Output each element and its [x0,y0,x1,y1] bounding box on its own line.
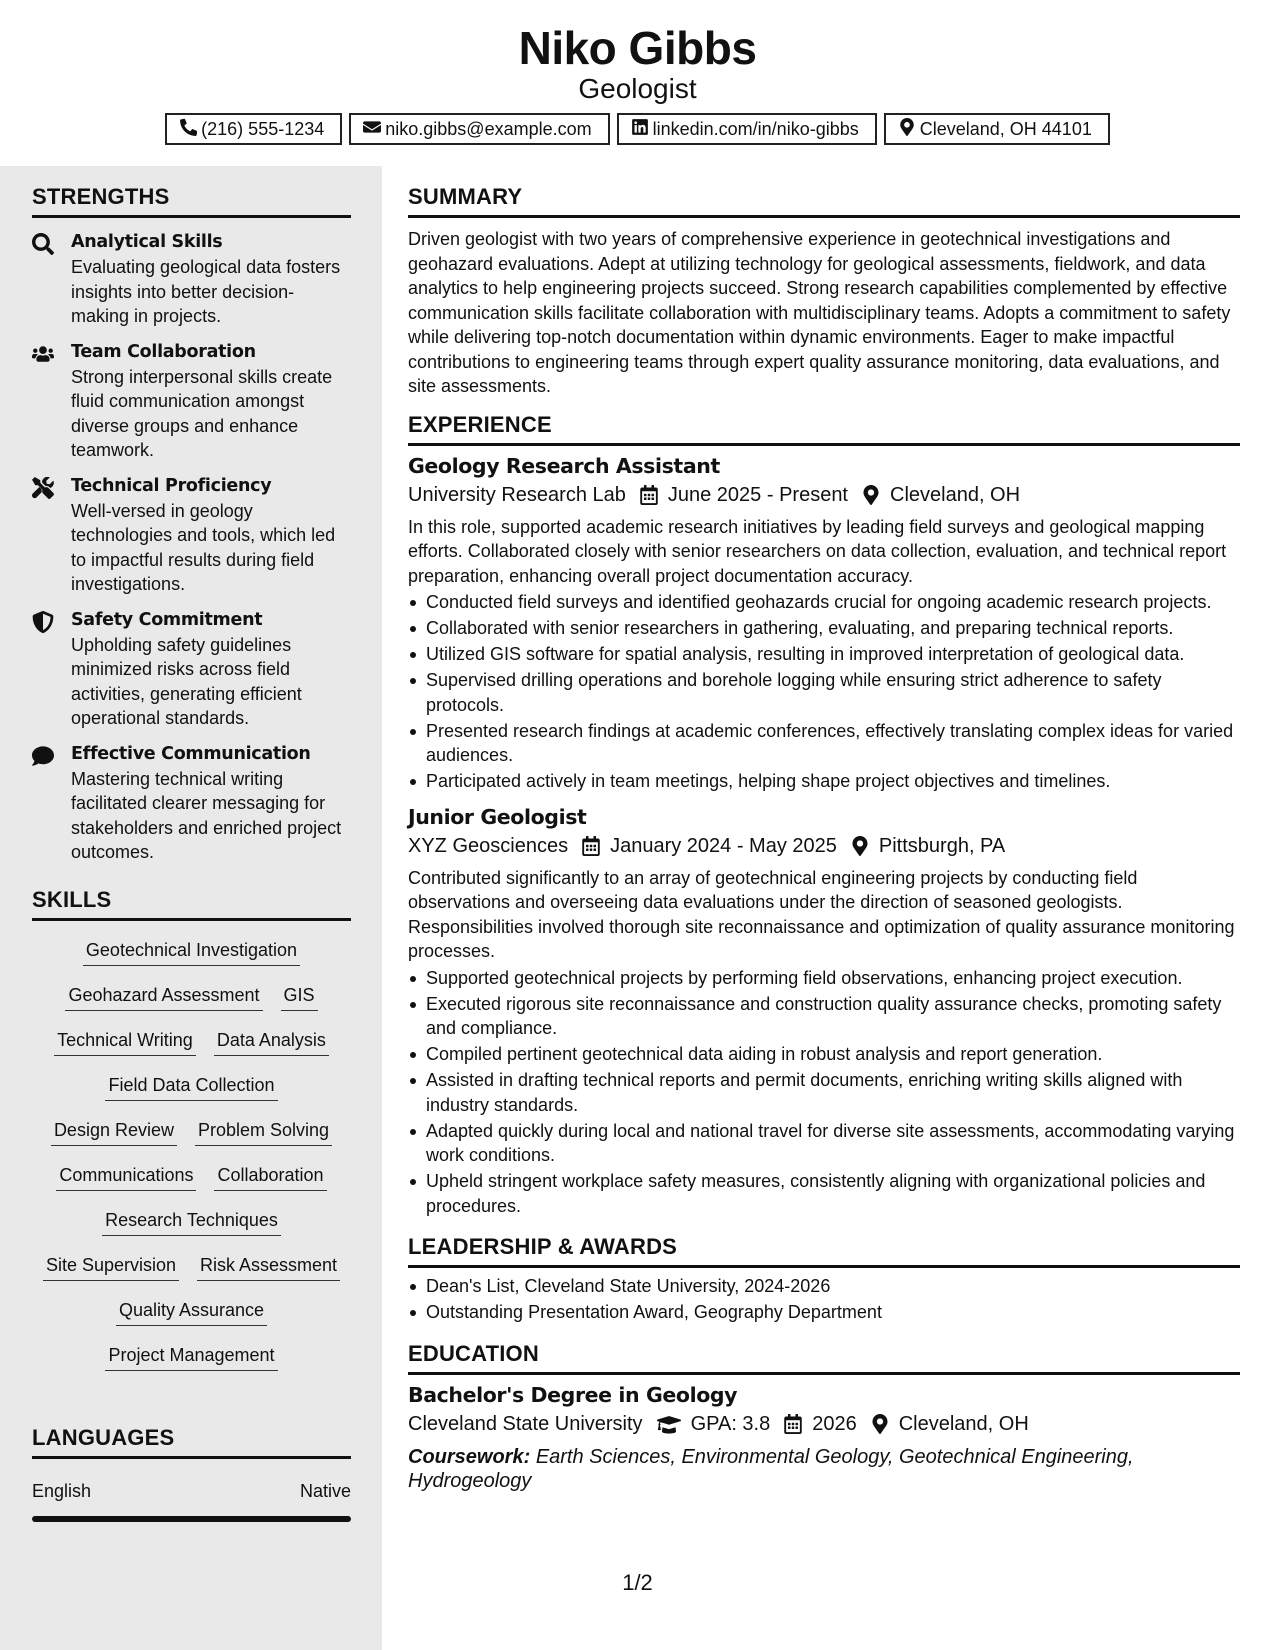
skills-heading: SKILLS [32,886,112,912]
strengths-section [32,166,351,1522]
contact-phone[interactable] [165,113,342,145]
strength-title: Technical Proficiency [71,475,272,496]
strength-item [32,230,351,329]
location-text: Cleveland, OH 44101 [919,118,1092,139]
sidebar [0,166,382,1650]
phone-icon [179,118,197,141]
skill-row [32,1291,351,1336]
phone-text: (216) 555-1234 [201,118,325,139]
calendar-icon [784,1414,802,1434]
strength-item [32,742,351,865]
skill-row [32,1156,351,1201]
candidate-title: Geologist [578,73,697,104]
map-marker-icon [862,485,880,505]
job-dates: January 2024 - May 2025 [610,834,837,857]
page-number: 1/2 [622,1570,653,1595]
bullet-item: Collaborated with senior researchers in gathering, evaluating, and preparing technical reports. [408,616,1240,641]
job-title: Junior Geologist [408,804,587,829]
school-location: Cleveland, OH [898,1412,1029,1435]
language-proficiency-bar [32,1516,351,1522]
languages-heading: LANGUAGES [32,1424,175,1450]
skill-tag: Quality Assurance [116,1299,267,1326]
skill-tag: Geohazard Assessment [65,984,262,1011]
comment-icon [32,745,54,767]
skill-tag: Field Data Collection [105,1074,277,1101]
school-name: Cleveland State University [408,1412,643,1435]
skill-row [32,976,351,1021]
education-heading: EDUCATION [408,1340,539,1366]
skill-tag: Problem Solving [195,1119,332,1146]
search-icon [32,233,54,255]
awards-heading: LEADERSHIP & AWARDS [408,1234,678,1259]
degree-title: Bachelor's Degree in Geology [408,1382,738,1407]
bullet-item: Assisted in drafting technical reports and permit documents, enriching writing skills aligned with industry standards. [408,1068,1240,1117]
language-level: Native [299,1480,351,1501]
skill-row [32,1021,351,1066]
bullet-item: Supported geotechnical projects by performing field observations, enhancing project execution. [408,966,1240,991]
map-marker-icon [851,836,869,856]
job-entry [408,452,1240,794]
job-entry [408,803,1240,1219]
strength-title: Analytical Skills [71,232,223,252]
section-divider [408,443,1240,446]
language-item [32,1480,351,1502]
bullet-item: Presented research findings at academic conferences, effectively translating complex ideas for varied audiences. [408,719,1240,768]
awards-list [408,1274,1240,1325]
bullet-item: Executed rigorous site reconnaissance and construction quality assurance checks, promoting safety and compliance. [408,992,1240,1041]
linkedin-icon [631,118,649,141]
job-bullets [408,590,1240,794]
calendar-icon [582,836,600,856]
strength-desc: Evaluating geological data fosters insights into better decision-making in projects. [71,257,341,326]
job-meta [408,831,1240,861]
skill-tag: Geotechnical Investigation [83,939,300,966]
skill-tag: Collaboration [214,1164,326,1191]
contact-email[interactable] [349,113,609,145]
job-meta [408,480,1240,510]
strength-desc: Mastering technical writing facilitated clearer messaging for stakeholders and enriched project outcomes. [71,768,342,862]
strength-title: Effective Communication [71,743,311,764]
skill-tag: Technical Writing [54,1029,196,1056]
bullet-item: Utilized GIS software for spatial analysis, resulting in improved interpretation of geological data. [408,642,1240,667]
section-divider [32,1456,351,1459]
skill-tag: Risk Assessment [197,1254,340,1281]
contact-location[interactable] [884,113,1110,145]
email-text: niko.gibbs@example.com [385,118,592,139]
job-title: Geology Research Assistant [408,453,720,478]
map-marker-icon [898,118,916,141]
summary-heading: SUMMARY [408,184,523,209]
coursework-label: Coursework: [408,1445,531,1468]
skill-tag: GIS [281,984,318,1011]
map-marker-icon [871,1414,889,1434]
skill-row [32,1201,351,1246]
job-dates: June 2025 - Present [667,483,848,506]
bullet-item: Compiled pertinent geotechnical data aiding in robust analysis and report generation. [408,1042,1240,1067]
job-location: Pittsburgh, PA [878,834,1006,857]
language-name: English [32,1480,92,1501]
award-item: Outstanding Presentation Award, Geography Department [408,1300,1240,1325]
strength-desc: Strong interpersonal skills create fluid communication amongst diverse groups and enhance teamwork. [71,366,333,460]
candidate-name: Niko Gibbs [518,22,757,74]
gpa: GPA: 3.8 [690,1412,771,1435]
skill-tag: Project Management [105,1344,277,1371]
calendar-icon [640,485,658,505]
award-item: Dean's List, Cleveland State University, 2024-2026 [408,1274,1240,1299]
skill-row [32,1336,351,1381]
strength-title: Team Collaboration [71,341,256,362]
bullet-item: Conducted field surveys and identified geohazards crucial for ongoing academic research projects. [408,590,1240,615]
strengths-heading: STRENGTHS [32,184,170,209]
section-divider [408,1372,1240,1375]
strength-item [32,340,351,463]
job-description: In this role, supported academic research initiatives by leading field surveys and geological mapping efforts. Collaborated closely with senior researchers on data collection, evaluation, and technical report preparation, enhancing overall project documentation accuracy. [408,516,1227,586]
skill-tag: Design Review [51,1119,177,1146]
contact-bar [0,113,1275,145]
job-description: Contributed significantly to an array of geotechnical engineering projects by conducting field observations and overseeing data evaluations under the direction of seasoned geologists. Responsibilities involved thorough site reconnaissance and optimization of quality assurance monitoring processes. [408,867,1235,961]
strength-item [32,474,351,597]
section-divider [32,918,351,921]
skills-list [32,931,351,1381]
experience-heading: EXPERIENCE [408,411,552,437]
bullet-item: Upheld stringent workplace safety measures, consistently aligning with organizational policies and procedures. [408,1169,1240,1218]
summary-text: Driven geologist with two years of comprehensive experience in geotechnical investigations and geohazard evaluations. Adept at utilizing technology for geological assessments, fieldwork, and data analytics to help engineering projects succeed. Strong research capabilities complemented by effective communication skills facilitate collaboration with multidisciplinary teams. Adopts a commitment to safety while delivering top-notch documentation within dynamic environments. Eager to make impactful contributions to engineering teams through expert quality assurance monitoring, data evaluations, and site assessments. [408,229,1231,396]
linkedin-text: linkedin.com/in/niko-gibbs [652,118,859,139]
section-divider [408,1265,1240,1268]
contact-linkedin[interactable] [617,113,877,145]
strength-title: Safety Commitment [71,609,263,630]
skill-tag: Data Analysis [214,1029,329,1056]
skill-row [32,1066,351,1111]
strength-desc: Upholding safety guidelines minimized risks across field activities, generating efficient operational standards. [71,634,302,728]
bullet-item: Supervised drilling operations and borehole logging while ensuring strict adherence to safety protocols. [408,668,1240,717]
skill-row [32,1246,351,1291]
skill-tag: Communications [56,1164,196,1191]
skill-tag: Research Techniques [102,1209,281,1236]
strength-desc: Well-versed in geology technologies and tools, which led to impactful results during field investigations. [71,500,336,594]
job-company: XYZ Geosciences [408,834,569,857]
section-divider [32,215,351,218]
email-icon [363,118,381,141]
skill-tag: Site Supervision [43,1254,179,1281]
skill-row [32,931,351,976]
bullet-item: Adapted quickly during local and national travel for diverse site assessments, accommodating varying work conditions. [408,1119,1240,1168]
tools-icon [32,477,54,499]
coursework-list: Earth Sciences, Environmental Geology, Geotechnical Engineering, Hydrogeology [408,1445,1134,1492]
skill-row [32,1111,351,1156]
section-divider [408,215,1240,218]
graduation-year: 2026 [812,1412,857,1435]
graduation-cap-icon [657,1414,681,1434]
job-company: University Research Lab [408,483,626,506]
strength-item [32,608,351,731]
shield-icon [32,611,54,633]
coursework [408,1445,1240,1494]
main-column [408,166,1240,1494]
job-bullets [408,966,1240,1219]
bullet-item: Participated actively in team meetings, helping shape project objectives and timelines. [408,769,1240,794]
users-icon [32,343,54,365]
education-meta [408,1409,1240,1439]
job-location: Cleveland, OH [890,483,1021,506]
